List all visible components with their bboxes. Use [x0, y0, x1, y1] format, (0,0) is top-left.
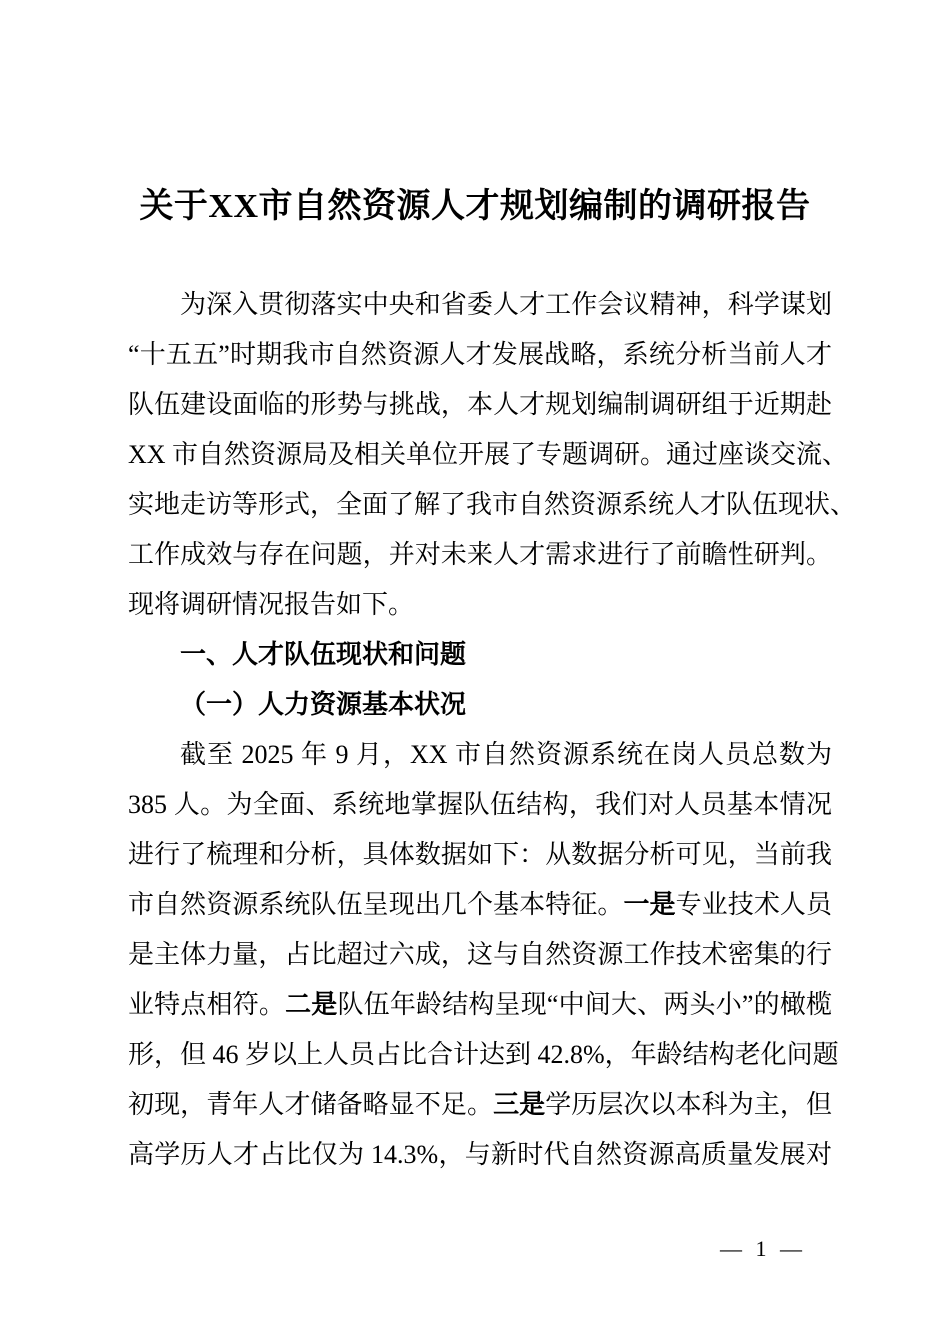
text-line [128, 830, 832, 880]
text-line [128, 980, 832, 1030]
text-run: 一、人才队伍现状和问题 [180, 640, 467, 669]
text-run: “十五五”时期我市自然资源人才发展战略，系统分析当前人才 [128, 340, 832, 369]
document-title: 关于XX市自然资源人才规划编制的调研报告 [139, 188, 811, 225]
section-heading [128, 630, 832, 680]
text-run: 是主体力量，占比超过六成，这与自然资源工作技术密集的行 [128, 940, 832, 969]
text-run: 形，但 46 岁以上人员占比合计达到 42.8%，年龄结构老化问题 [128, 1040, 839, 1069]
text-line [128, 1130, 832, 1180]
text-run: 工作成效与存在问题，并对未来人才需求进行了前瞻性研判。 [128, 540, 832, 569]
text-run: 专业技术人员 [675, 890, 832, 919]
page-number: — 1 — [720, 1236, 806, 1261]
text-run: 现将调研情况报告如下。 [128, 590, 415, 619]
text-line [128, 1030, 839, 1080]
text-line [128, 580, 832, 630]
text-run: 为深入贯彻落实中央和省委人才工作会议精神，科学谋划 [180, 290, 832, 319]
text-run: 业特点相符。 [128, 990, 286, 1019]
text-run: 队伍年龄结构呈现“中间大、两头小”的橄榄 [337, 990, 832, 1019]
subsection-heading [128, 680, 832, 730]
text-run: 学历层次以本科为主，但 [545, 1090, 832, 1119]
text-run: 实地走访等形式，全面了解了我市自然资源系统人才队伍现状、 [128, 490, 857, 519]
text-line [128, 1080, 832, 1130]
text-run: 市自然资源系统队伍呈现出几个基本特征。 [128, 890, 624, 919]
text-line [128, 480, 857, 530]
text-line [128, 780, 832, 830]
document-body [128, 280, 857, 1180]
text-line [128, 330, 832, 380]
bold-text: 一是 [623, 890, 676, 919]
text-line [128, 280, 832, 330]
text-run: 385 人。为全面、系统地掌握队伍结构，我们对人员基本情况 [128, 790, 832, 819]
text-line [128, 730, 832, 780]
text-run: XX 市自然资源局及相关单位开展了专题调研。通过座谈交流、 [128, 440, 849, 469]
text-run: 高学历人才占比仅为 14.3%，与新时代自然资源高质量发展对 [128, 1140, 832, 1169]
text-line [128, 530, 832, 580]
text-line [128, 430, 849, 480]
text-run: 初现，青年人才储备略显不足。 [128, 1090, 494, 1119]
text-run: 截至 2025 年 9 月，XX 市自然资源系统在岗人员总数为 [180, 740, 832, 769]
text-run: （一）人力资源基本状况 [180, 690, 467, 719]
bold-text: 二是 [285, 990, 338, 1019]
text-line [128, 380, 832, 430]
text-line [128, 880, 832, 930]
text-run: 进行了梳理和分析，具体数据如下：从数据分析可见，当前我 [128, 840, 832, 869]
bold-text: 三是 [493, 1090, 546, 1119]
text-line [128, 930, 832, 980]
text-run: 队伍建设面临的形势与挑战，本人才规划编制调研组于近期赴 [128, 390, 832, 419]
